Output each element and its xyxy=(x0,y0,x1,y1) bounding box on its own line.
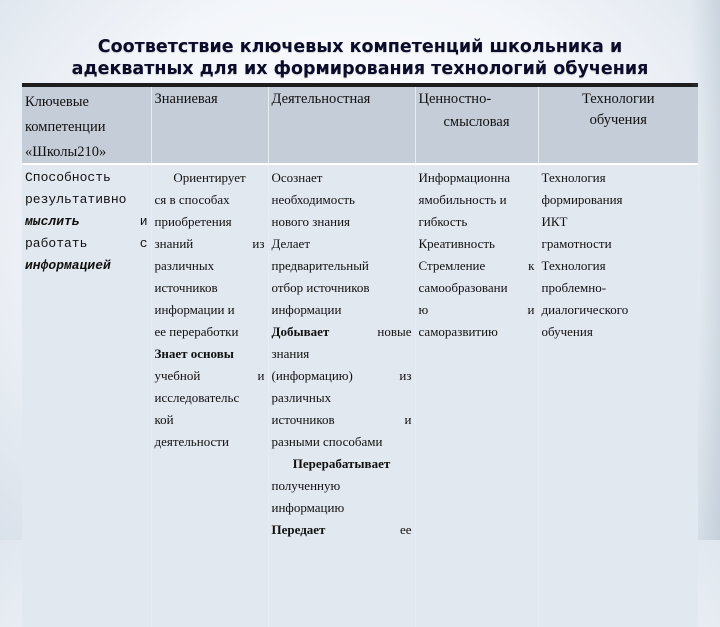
cell-activity: Осознает необходимость нового знания Делает предварительный отбор источников информации Добывает новые знания (информацию) из различных источников и разными способами Перерабатывает полученную информацию Передает ее xyxy=(268,164,415,627)
header-technologies: Технологии обучения xyxy=(538,87,698,164)
table-header-row xyxy=(22,87,698,164)
header-activity: Деятельностная xyxy=(268,87,415,164)
cell-value-semantic: Информационна ямобильность и гибкость Креативность Стремление к самообразовани ю и саморазвитию xyxy=(415,164,538,627)
header-key-competencies: Ключевые компетенции «Школы210» xyxy=(22,87,151,164)
cell-knowledge: Ориентирует ся в способах приобретения знаний из различных источников информации и ее переработки Знает основы учебной и исследовательс кой деятельности xyxy=(151,164,268,627)
table-row xyxy=(22,164,698,627)
slide-title xyxy=(0,36,720,80)
header-value-semantic: Ценностно- смысловая xyxy=(415,87,538,164)
title-line-2: адекватных для их формирования технологий обучения xyxy=(71,59,649,79)
cell-technologies: Технология формирования ИКТ грамотности Технология проблемно- диалогического обучения xyxy=(538,164,698,627)
title-line-1: Соответствие ключевых компетенций школьника и xyxy=(97,37,623,57)
competency-table xyxy=(22,87,698,627)
cell-competency: Способность результативно мыслить и работать с информацией xyxy=(22,164,151,627)
header-knowledge: Знаниевая xyxy=(151,87,268,164)
